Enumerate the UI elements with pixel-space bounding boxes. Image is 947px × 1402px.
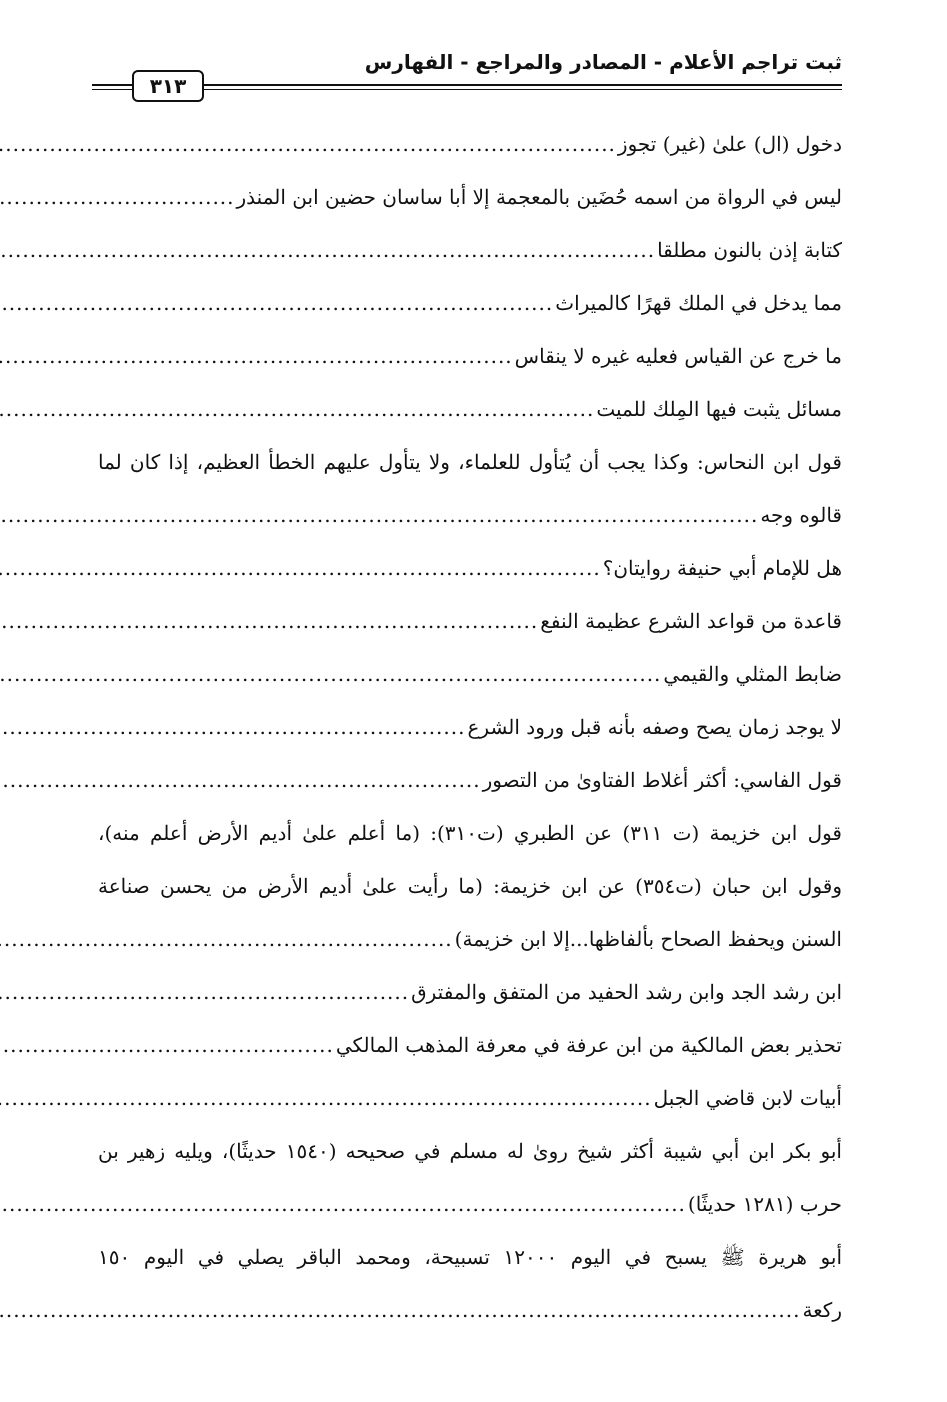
index-entry [98, 701, 842, 754]
index-entry [98, 807, 842, 966]
entry-text: أبيات لابن قاضي الجبل [653, 1086, 842, 1110]
index-entry [98, 1125, 842, 1231]
entry-final-line [98, 1178, 842, 1231]
entry-final-line [98, 224, 842, 277]
entry-final-line [98, 118, 842, 171]
entry-text: حرب (١٢٨١ حديثًا) [687, 1192, 842, 1216]
entry-final-line [98, 754, 842, 807]
dot-leader [0, 489, 758, 542]
index-entry [98, 1231, 842, 1337]
entry-final-line [98, 489, 842, 542]
dot-leader [0, 118, 616, 171]
dot-leader [0, 277, 553, 330]
index-entry [98, 648, 842, 701]
index-entry [98, 171, 842, 224]
entry-text-line: أبو بكر ابن أبي شيبة أكثر شيخ روىٰ له مسلم في صحيحه (١٥٤٠ حديثًا)، ويليه زهير بن [98, 1139, 842, 1163]
dot-leader [0, 754, 481, 807]
index-entry [98, 330, 842, 383]
header-rule [92, 84, 842, 86]
index-entry [98, 542, 842, 595]
dot-leader [0, 1072, 652, 1125]
entry-final-line [98, 1072, 842, 1125]
dot-leader [0, 913, 453, 966]
entry-text: تحذير بعض المالكية من ابن عرفة في معرفة المذهب المالكي [335, 1033, 842, 1057]
entry-text: ضابط المثلي والقيمي [663, 662, 842, 686]
entry-final-line [98, 171, 842, 224]
entry-text: قالوه وجه [760, 503, 842, 527]
index-entry [98, 1019, 842, 1072]
entry-text: لا يوجد زمان يصح وصفه بأنه قبل ورود الشرع [467, 715, 842, 739]
entry-text: السنن ويحفظ الصحاح بألفاظها...إلا ابن خزيمة) [454, 927, 842, 951]
dot-leader [0, 1178, 686, 1231]
dot-leader [0, 966, 409, 1019]
entry-final-line [98, 701, 842, 754]
entry-final-line [98, 542, 842, 595]
entry-text-line: قول ابن خزيمة (ت ٣١١) عن الطبري (ت٣١٠): (ما أعلم علىٰ أديم الأرض أعلم منه)، [98, 821, 842, 845]
entry-final-line [98, 595, 842, 648]
dot-leader [0, 224, 655, 277]
entry-final-line [98, 277, 842, 330]
entry-text: ما خرج عن القياس فعليه غيره لا ينقاس [514, 344, 842, 368]
entry-text: ليس في الرواة من اسمه حُضَين بالمعجمة إلا أبا ساسان حضين ابن المنذر [236, 185, 842, 209]
entry-final-line [98, 383, 842, 436]
entry-text: دخول (ال) علىٰ (غير) تجوز [617, 132, 842, 156]
entry-final-line [98, 648, 842, 701]
running-header [92, 48, 842, 104]
dot-leader [0, 171, 235, 224]
index-entry [98, 436, 842, 542]
index-entry [98, 595, 842, 648]
entry-text-line: أبو هريرة ﷺ يسبح في اليوم ١٢٠٠٠ تسبيحة، ومحمد الباقر يصلي في اليوم ١٥٠ [98, 1245, 843, 1269]
dot-leader [0, 595, 538, 648]
entry-text: مسائل يثبت فيها المِلك للميت [596, 397, 842, 421]
dot-leader [0, 1284, 800, 1337]
entry-text: مما يدخل في الملك قهرًا كالميراث [555, 291, 842, 315]
index-entry [98, 383, 842, 436]
index-entries [98, 118, 842, 1337]
entry-text: كتابة إذن بالنون مطلقا [657, 238, 842, 262]
entry-text-line: قول ابن النحاس: وكذا يجب أن يُتأول للعلماء، ولا يتأول عليهم الخطأ العظيم، إذا كان لما [98, 450, 842, 474]
page-number: ٣١٣ [132, 70, 204, 102]
entry-text: هل للإمام أبي حنيفة روايتان؟ [602, 556, 842, 580]
entry-text-line: وقول ابن حبان (ت٣٥٤) عن ابن خزيمة: (ما رأيت علىٰ أديم الأرض من يحسن صناعة [98, 874, 842, 898]
index-entry [98, 224, 842, 277]
entry-text: ابن رشد الجد وابن رشد الحفيد من المتفق والمفترق [411, 980, 842, 1004]
header-rule-thin [92, 89, 842, 90]
dot-leader [0, 330, 513, 383]
entry-text: قول الفاسي: أكثر أغلاط الفتاوىٰ من التصور [482, 768, 842, 792]
entry-text: قاعدة من قواعد الشرع عظيمة النفع [540, 609, 842, 633]
index-entry [98, 118, 842, 171]
entry-final-line [98, 966, 842, 1019]
entry-final-line [98, 913, 842, 966]
index-entry [98, 754, 842, 807]
header-title: ثبت تراجم الأعلام - المصادر والمراجع - الفهارس [364, 50, 842, 74]
entry-text: ركعة [802, 1298, 842, 1322]
entry-final-line [98, 330, 842, 383]
index-entry [98, 277, 842, 330]
dot-leader [0, 648, 661, 701]
dot-leader [0, 701, 465, 754]
entry-final-line [98, 1019, 842, 1072]
dot-leader [0, 542, 601, 595]
entry-final-line [98, 1284, 842, 1337]
index-entry [98, 1072, 842, 1125]
dot-leader [0, 383, 594, 436]
index-entry [98, 966, 842, 1019]
dot-leader [0, 1019, 334, 1072]
